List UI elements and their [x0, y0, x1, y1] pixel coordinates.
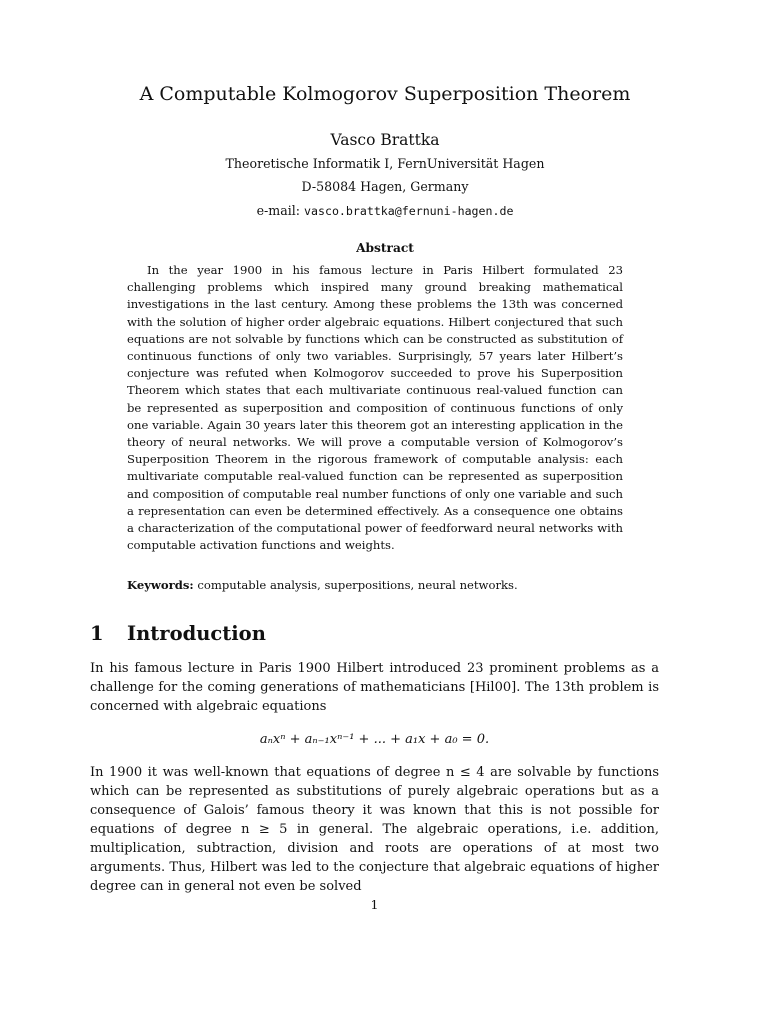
author-email-line [90, 201, 680, 221]
affiliation-address: D-58084 Hagen, Germany [301, 179, 469, 194]
section-heading-introduction [90, 620, 680, 648]
email-label: e-mail: [256, 203, 305, 218]
keywords-list: computable analysis, superpositions, neural networks. [193, 578, 518, 592]
page-number: 1 [370, 897, 379, 912]
abstract-text: In the year 1900 in his famous lecture in Paris Hilbert formulated 23 challenging problems which inspired many ground breaking mathematical investigations in the last century. Among these problems the 13th was concerned with the solution of higher order algebraic equations. Hilbert conjectured that such equations are not solvable by functions which can be constructed as substitution of continuous functions of only two variables. Surprisingly, 57 years later Hilbert’s conjecture was refuted when Kolmogorov succeeded to prove his Superposition Theorem which states that each multivariate continuous real-valued function can be represented as superposition and composition of continuous functions of only one variable. Again 30 years later this theorem got an interesting application in the theory of neural networks. We will prove a computable version of Kolmogorov’s Superposition Theorem in the rigorous framework of computable analysis: each multivariate computable real-valued function can be represented as superposition and composition of computable real number functions of only one variable and such a representation can even be determined effectively. As a consequence one obtains a characterization of the computational power of feedforward neural networks with computable activation functions and weights. [127, 263, 623, 553]
author-name: Vasco Brattka [330, 131, 440, 149]
intro-paragraph-1: In his famous lecture in Paris 1900 Hilbert introduced 23 prominent problems as a challenge for the coming generations of mathematicians [Hil00]. The 13th problem is concerned with algebraic equations [90, 661, 659, 714]
section-title: Introduction [127, 622, 266, 645]
email-address: vasco.brattka@fernuni-hagen.de [304, 204, 514, 218]
keywords-label: Keywords: [127, 578, 194, 592]
intro-paragraph-2: In 1900 it was well-known that equations of degree n ≤ 4 are solvable by functions which can be represented as substitutions of purely algebraic operations but as a consequence of Galois’ famous theory it was known that this is not possible for equations of degree n ≥ 5 in general. The algebraic operations, i.e. addition, multiplication, subtraction, division and roots are operations of at most two arguments. Thus, Hilbert was led to the conjecture that algebraic equations of higher degree can in general not even be solved [90, 765, 659, 894]
section-number: 1 [90, 622, 104, 645]
display-equation: aₙxⁿ + aₙ₋₁xⁿ⁻¹ + ... + a₁x + a₀ = 0. [259, 732, 490, 747]
keywords-line [127, 576, 623, 594]
affiliation-institute: Theoretische Informatik I, FernUniversität Hagen [225, 156, 545, 171]
abstract-heading: Abstract [356, 241, 414, 255]
paper-title: A Computable Kolmogorov Superposition Theorem [139, 83, 631, 105]
